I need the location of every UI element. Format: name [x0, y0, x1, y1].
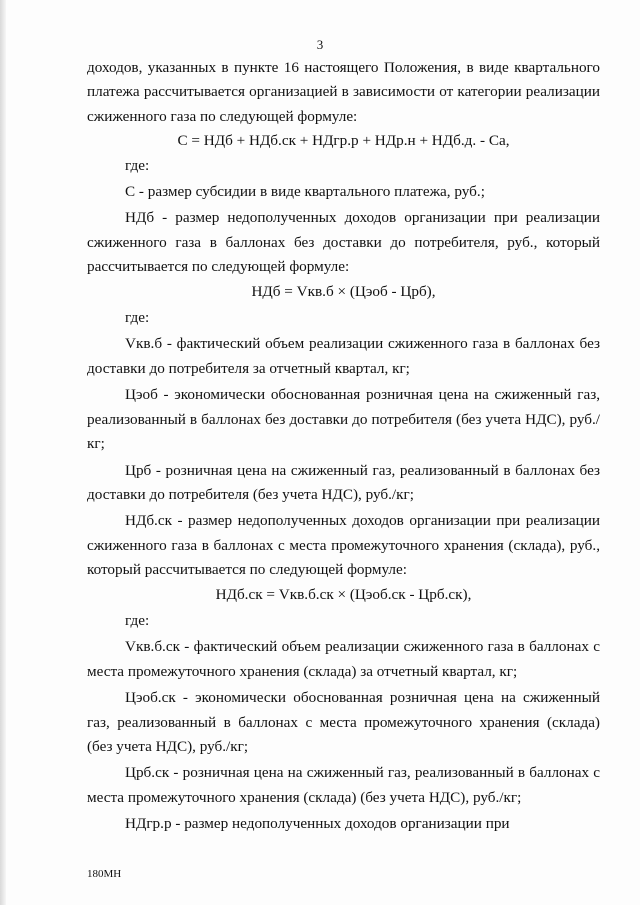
paragraph-intro: доходов, указанных в пункте 16 настоящего Положения, в виде квартального платежа рассчитывается организацией в зависимости от категории реализации сжиженного газа по следующей формуле:: [87, 59, 600, 125]
page-number: 3: [316, 37, 324, 52]
document-body: [87, 56, 600, 837]
scan-edge-shadow: [0, 0, 6, 905]
where-label: где:: [125, 156, 150, 174]
definition-ndb: НДб - размер недополученных доходов организации при реализации сжиженного газа в баллонах без доставки до потребителя, руб., который рассчитывается по следующей формуле:: [87, 209, 600, 276]
where-label: где:: [125, 611, 150, 629]
definition-tseobsk: Цэоб.ск - экономически обоснованная розничная цена на сжиженный газ, реализованный в баллонах с места промежуточного хранения (склада) (без учета НДС), руб./кг;: [87, 689, 600, 755]
definition-tsrb: Црб - розничная цена на сжиженный газ, реализованный в баллонах без доставки до потребителя (без учета НДС), руб./кг;: [87, 461, 600, 503]
where-label: где:: [125, 309, 150, 327]
definition-tseob: Цэоб - экономически обоснованная розничная цена на сжиженный газ, реализованный в баллонах без доставки до потребителя (без учета НДС), руб./кг;: [87, 386, 600, 453]
footer-document-code: 180МН: [87, 868, 122, 880]
definition-vkvb: Vкв.б - фактический объем реализации сжиженного газа в баллонах без доставки до потребителя за отчетный квартал, кг;: [87, 335, 600, 377]
formula-ndb: НДб = Vкв.б × (Цэоб - Црб),: [251, 282, 436, 300]
definition-c: С - размер субсидии в виде квартального платежа, руб.;: [125, 183, 485, 201]
definition-ndbsk: НДб.ск - размер недополученных доходов организации при реализации сжиженного газа в баллонах с места промежуточного хранения (склада), руб., который рассчитывается по следующей формуле:: [87, 512, 600, 579]
definition-vkvbsk: Vкв.б.ск - фактический объем реализации сжиженного газа в баллонах с места промежуточного хранения (склада) за отчетный квартал, кг;: [87, 638, 600, 680]
definition-tsrbsk: Црб.ск - розничная цена на сжиженный газ, реализованный в баллонах с места промежуточного хранения (склада) (без учета НДС), руб./кг;: [87, 764, 600, 806]
formula-ndbsk: НДб.ск = Vкв.б.ск × (Цэоб.ск - Црб.ск),: [215, 585, 472, 603]
formula-subsidy: С = НДб + НДб.ск + НДгр.р + НДр.н + НДб.д. - Са,: [177, 132, 510, 150]
definition-ndgrr: НДгр.р - размер недополученных доходов организации при: [125, 815, 510, 833]
